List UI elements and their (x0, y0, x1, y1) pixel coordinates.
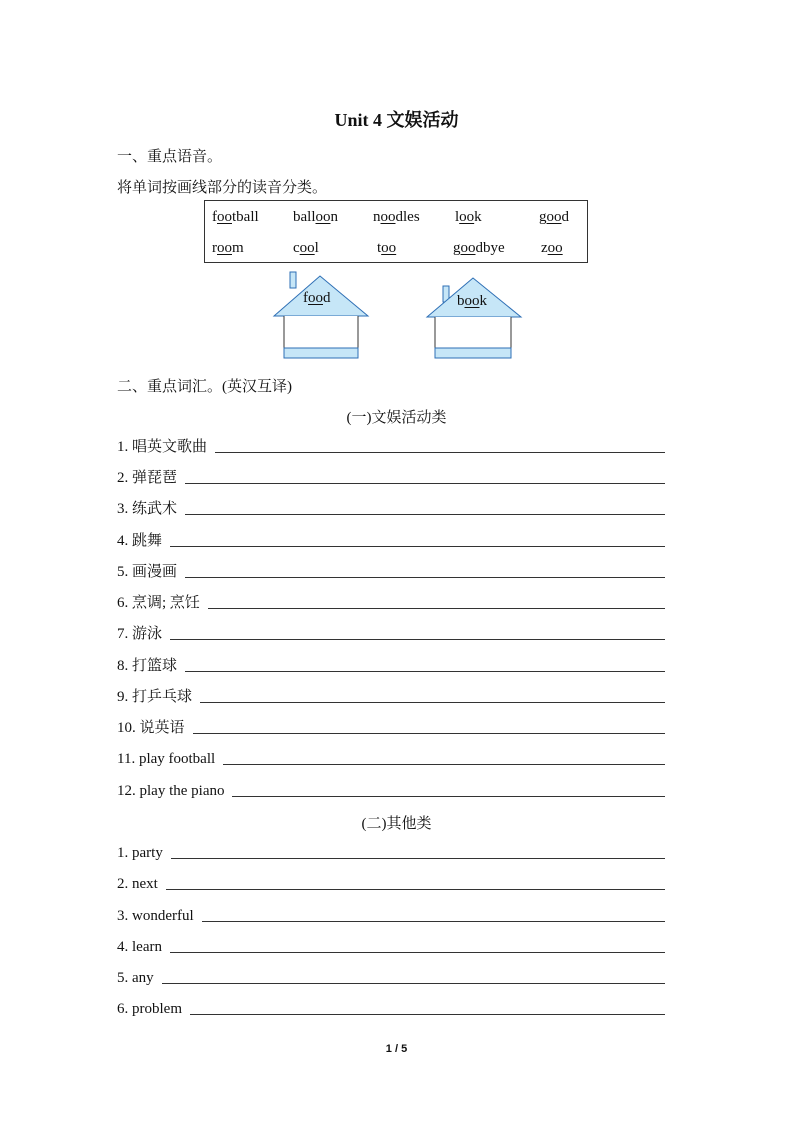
house-icon (272, 270, 372, 360)
answer-blank[interactable] (170, 639, 665, 640)
subheading-entertainment: (一)文娱活动类 (346, 410, 447, 426)
vocab-row: 5. 画漫画 (117, 559, 665, 581)
vocab-row: 6. problem (117, 996, 665, 1018)
word-item: balloon (293, 209, 338, 225)
answer-blank[interactable] (185, 577, 665, 578)
word-item: cool (293, 240, 319, 256)
page-title: Unit 4 文娱活动 (334, 110, 459, 130)
vocab-row: 5. any (117, 965, 665, 987)
house-book (425, 270, 525, 360)
vocab-row: 12. play the piano (117, 778, 665, 800)
word-item: look (455, 209, 482, 225)
answer-blank[interactable] (170, 546, 665, 547)
word-item: goodbye (453, 240, 505, 256)
answer-blank[interactable] (200, 702, 665, 703)
vocab-row: 6. 烹调; 烹饪 (117, 590, 665, 612)
vocab-row: 4. learn (117, 934, 665, 956)
answer-blank[interactable] (232, 796, 665, 797)
house-food (272, 270, 372, 360)
word-item: noodles (373, 209, 420, 225)
subheading-other: (二)其他类 (361, 816, 432, 832)
vocab-row: 9. 打乒乓球 (117, 684, 665, 706)
answer-blank[interactable] (185, 671, 665, 672)
answer-blank[interactable] (223, 764, 665, 765)
house-icon (425, 270, 525, 360)
answer-blank[interactable] (202, 921, 665, 922)
answer-blank[interactable] (171, 858, 665, 859)
answer-blank[interactable] (185, 483, 665, 484)
answer-blank[interactable] (162, 983, 665, 984)
vocab-row: 7. 游泳 (117, 621, 665, 643)
section1-heading: 一、重点语音。 (117, 149, 223, 165)
word-item: zoo (541, 240, 563, 256)
section1-instruction: 将单词按画线部分的读音分类。 (117, 180, 328, 196)
answer-blank[interactable] (170, 952, 665, 953)
answer-blank[interactable] (166, 889, 665, 890)
vocab-row: 2. 弹琵琶 (117, 465, 665, 487)
word-item: football (212, 209, 259, 225)
vocab-row: 8. 打篮球 (117, 653, 665, 675)
word-item: room (212, 240, 244, 256)
vocab-row: 4. 跳舞 (117, 528, 665, 550)
house-label: food (303, 290, 331, 306)
vocab-row: 3. 练武术 (117, 496, 665, 518)
vocab-row: 2. next (117, 871, 665, 893)
answer-blank[interactable] (215, 452, 665, 453)
house-label: book (457, 293, 487, 309)
answer-blank[interactable] (190, 1014, 665, 1015)
vocab-row: 11. play football (117, 746, 665, 768)
answer-blank[interactable] (193, 733, 665, 734)
word-item: too (377, 240, 397, 256)
answer-blank[interactable] (208, 608, 665, 609)
word-box (204, 200, 588, 263)
word-item: good (539, 209, 569, 225)
vocab-row: 10. 说英语 (117, 715, 665, 737)
page-number: 1 / 5 (385, 1043, 408, 1055)
answer-blank[interactable] (185, 514, 665, 515)
vocab-row: 1. party (117, 840, 665, 862)
vocab-row: 3. wonderful (117, 903, 665, 925)
section2-heading: 二、重点词汇。(英汉互译) (117, 379, 292, 395)
vocab-row: 1. 唱英文歌曲 (117, 434, 665, 456)
